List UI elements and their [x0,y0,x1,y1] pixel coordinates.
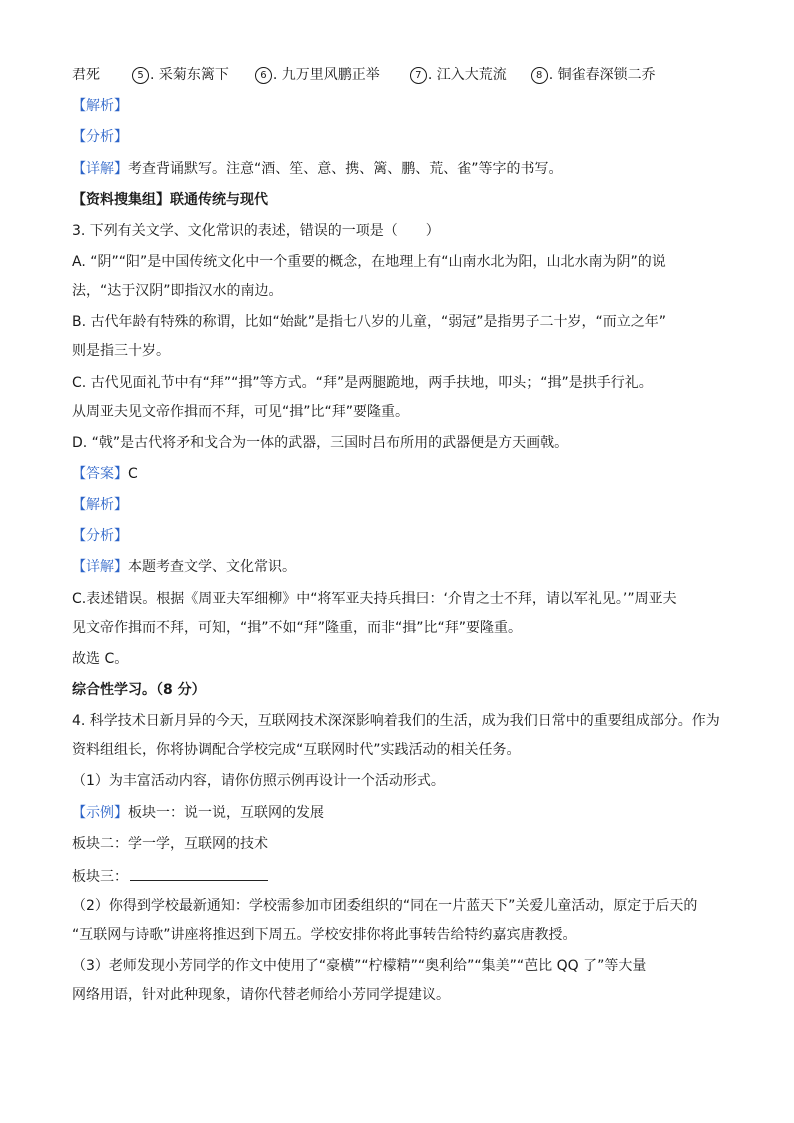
xiangjie-label: 【详解】 [72,160,128,177]
q2-fenxi-label: 【分析】 [72,129,128,146]
q3-conclusion: 故选 C。 [72,650,129,667]
q3-option-c-line1: C. 古代见面礼节中有“拜”“揖”等方式。“拜”是两腿跪地，两手扶地，叩头；“揖”是拱手行礼。 [72,374,653,391]
answer-item-8 [531,64,656,86]
q3-fenxi-label: 【分析】 [72,528,128,545]
q4-block3 [72,864,722,895]
q4-block2: 板块二：学一学，互联网的技术 [72,835,268,852]
q3-answer [72,463,722,494]
q4-example [72,802,722,833]
q3-option-c-line2: 从周亚夫见文帝作揖而不拜，可见“揖”比“拜”要隆重。 [72,403,410,420]
circled-number: 7 [410,67,427,84]
answer-text: . 铜雀春深锁二乔 [548,67,656,83]
answer-blank[interactable] [130,864,268,881]
answer-text: . 江入大荒流 [427,67,507,83]
answer-row-q2 [72,64,722,95]
xiangjie-text: 本题考查文学、文化常识。 [128,559,296,576]
q3-option-b-line2: 则是指三十岁。 [72,343,170,360]
q3-stem: 3. 下列有关文学、文化常识的表述，错误的一项是（ ） [72,222,440,239]
circled-number: 8 [531,67,548,84]
xiangjie-text: 考查背诵默写。注意“酒、笙、意、携、篱、鹏、荒、雀”等字的书写。 [128,160,563,177]
circled-number: 6 [255,67,272,84]
q4-part3-line1: （3）老师发现小芳同学的作文中使用了“豪横”“柠檬精”“奥利给”“集美”“芭比 QQ 了”等大量 [72,958,647,975]
q3-xiangjie [72,556,722,587]
example-label: 【示例】 [72,804,128,821]
q3-option-a-line1: A. “阴”“阳”是中国传统文化中一个重要的概念，在地理上有“山南水北为阳，山北水南为阴”的说 [72,254,666,271]
answer-item-6 [255,64,380,86]
q4-stem-line1: 4. 科学技术日新月异的今天，互联网技术深深影响着我们的生活，成为我们日常中的重要组成部分。作为 [72,713,720,730]
q2-jiexi-label: 【解析】 [72,98,128,115]
q3-option-b-line1: B. 古代年龄有特殊的称谓，比如“始龀”是指七八岁的儿童，“弱冠”是指男子二十岁，“而立之年” [72,314,667,331]
q3-jiexi-label: 【解析】 [72,497,128,514]
comprehensive-heading: 综合性学习。（8 分） [72,682,206,698]
xiangjie-label: 【详解】 [72,559,128,576]
q2-xiangjie [72,158,722,189]
answer-value: C [128,465,138,482]
q4-part2-line1: （2）你得到学校最新通知：学校需参加市团委组织的“同在一片蓝天下”关爱儿童活动，原定于后天的 [72,898,698,915]
answer-label: 【答案】 [72,465,128,482]
document-content [72,64,722,1016]
q4-part2-line2: “互联网与诗歌”讲座将推迟到下周五。学校安排你将此事转告给特约嘉宾唐教授。 [72,927,577,944]
q3-explanation-line2: 见文帝作揖而不拜，可知，“揖”不如“拜”隆重，而非“揖”比“拜”要隆重。 [72,619,523,636]
q3-option-d: D. “戟”是古代将矛和戈合为一体的武器，三国时吕布所用的武器便是方天画戟。 [72,434,569,451]
answer-text: . 九万里风鹏正举 [272,67,380,83]
answer-item-5 [132,64,229,86]
answer-text: . 采菊东篱下 [150,67,229,83]
example-text: 板块一：说一说，互联网的发展 [128,804,324,821]
q4-part3-line2: 网络用语，针对此种现象，请你代替老师给小芳同学提建议。 [72,987,450,1004]
circled-number: 5 [132,67,149,84]
section-heading: 【资料搜集组】联通传统与现代 [72,191,268,208]
q3-option-a-line2: 法，“达于汉阴”即指汉水的南边。 [72,283,283,300]
answer-item-7 [410,64,507,86]
q3-explanation-line1: C.表述错误。根据《周亚夫军细柳》中“将军亚夫持兵揖曰：‘介胄之士不拜，请以军礼见。’”周亚夫 [72,590,677,607]
block3-label: 板块三： [72,868,128,885]
q4-stem-line2: 资料组组长，你将协调配合学校完成“互联网时代”实践活动的相关任务。 [72,742,521,759]
answer-lead: 君死 [72,67,100,83]
q4-part1: （1）为丰富活动内容，请你仿照示例再设计一个活动形式。 [72,773,445,790]
